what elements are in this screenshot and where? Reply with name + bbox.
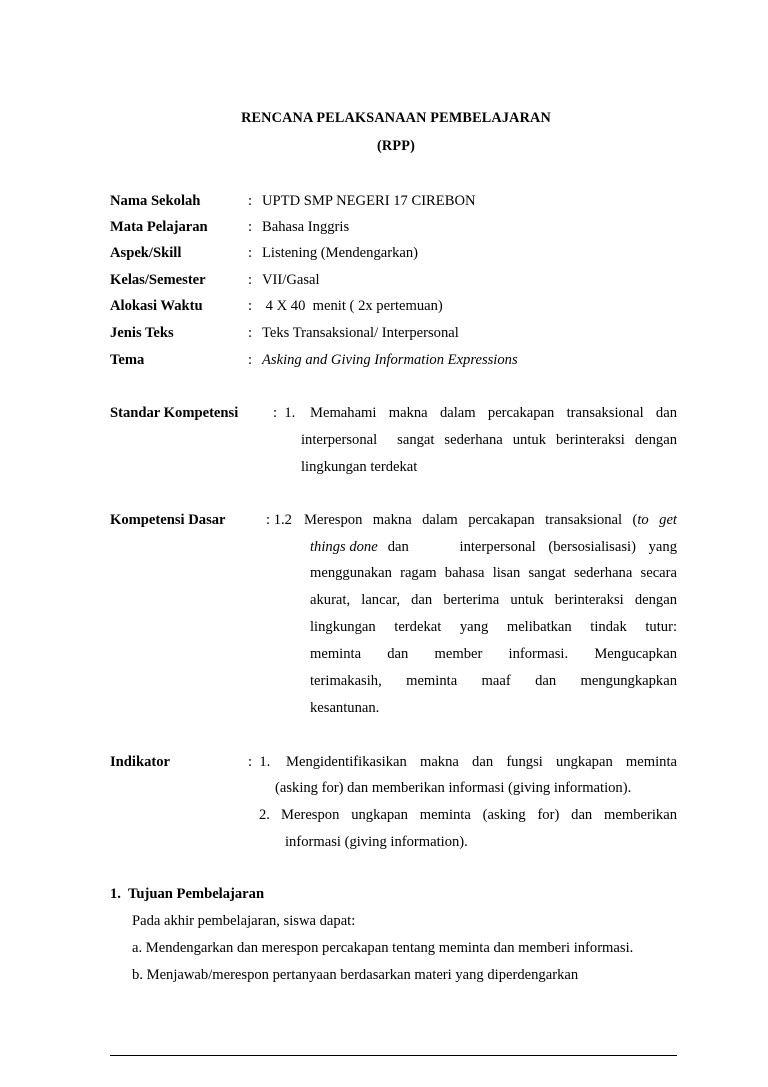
identity-label: Aspek/Skill xyxy=(110,245,182,261)
tujuan-intro: Pada akhir pembelajaran, siswa dapat: xyxy=(132,913,356,929)
colon: : xyxy=(248,245,253,261)
colon: : xyxy=(248,272,253,288)
indikator-label: Indikator xyxy=(110,754,171,770)
identity-label: Jenis Teks xyxy=(110,325,174,341)
identity-value: 4 X 40 menit ( 2x pertemuan) xyxy=(262,298,443,314)
kompetensi-line: terimakasih, meminta maaf dan mengungkapkan xyxy=(310,673,677,689)
kompetensi-line2-text: dan interpersonal (bersosialisasi) yang xyxy=(387,539,677,555)
footer-divider xyxy=(110,1055,677,1056)
indikator-prefix-1: : 1. xyxy=(248,754,271,770)
identity-value: Asking and Giving Information Expressions xyxy=(262,352,518,368)
document-title: RENCANA PELAKSANAAN PEMBELAJARAN xyxy=(241,110,551,126)
standar-line: interpersonal sangat sederhana untuk berinteraksi dengan xyxy=(301,432,677,448)
identity-value: Bahasa Inggris xyxy=(262,219,350,235)
identity-label: Nama Sekolah xyxy=(110,193,201,209)
colon: : xyxy=(248,219,253,235)
kompetensi-line1-text: Merespon makna dalam percakapan transaksional ( xyxy=(304,512,638,528)
standar-line: lingkungan terdekat xyxy=(301,459,418,475)
identity-label: Kelas/Semester xyxy=(110,272,206,288)
kompetensi-line: lingkungan terdekat yang melibatkan tindak tutur: xyxy=(310,619,677,635)
kompetensi-line: meminta dan member informasi. Mengucapkan xyxy=(310,646,677,662)
indikator-prefix-2: 2. xyxy=(259,807,270,823)
identity-value: UPTD SMP NEGERI 17 CIREBON xyxy=(262,193,476,209)
standar-line: Memahami makna dalam percakapan transaksional dan xyxy=(310,405,677,421)
kompetensi-line: menggunakan ragam bahasa lisan sangat sederhana secara xyxy=(310,565,677,581)
indikator-item1-line: (asking for) dan memberikan informasi (giving information). xyxy=(275,780,632,796)
standar-prefix: : 1. xyxy=(273,405,296,421)
tujuan-item: a. Mendengarkan dan merespon percakapan tentang meminta dan memberi informasi. xyxy=(132,940,634,956)
kompetensi-line: kesantunan. xyxy=(310,700,380,716)
kompetensi-prefix: : 1.2 xyxy=(266,512,292,528)
colon: : xyxy=(248,298,253,314)
tujuan-heading: 1. Tujuan Pembelajaran xyxy=(110,886,265,902)
kompetensi-line: akurat, lancar, dan berterima untuk berinteraksi dengan xyxy=(310,592,677,608)
identity-label: Alokasi Waktu xyxy=(110,298,203,314)
identity-value: Listening (Mendengarkan) xyxy=(262,245,419,261)
indikator-item1-line: Mengidentifikasikan makna dan fungsi ungkapan meminta xyxy=(286,754,677,770)
identity-value: VII/Gasal xyxy=(262,272,320,288)
colon: : xyxy=(248,325,253,341)
kompetensi-dasar-label: Kompetensi Dasar xyxy=(110,512,226,528)
identity-label: Mata Pelajaran xyxy=(110,219,208,235)
identity-label: Tema xyxy=(110,352,145,368)
kompetensi-line xyxy=(310,537,677,557)
indikator-item2-line: Merespon ungkapan meminta (asking for) dan memberikan xyxy=(281,807,677,823)
kompetensi-line1-italic: to get xyxy=(637,512,677,528)
colon: : xyxy=(248,352,253,368)
colon: : xyxy=(248,193,253,209)
identity-value: Teks Transaksional/ Interpersonal xyxy=(262,325,459,341)
kompetensi-line xyxy=(304,510,677,530)
tujuan-item: b. Menjawab/merespon pertanyaan berdasarkan materi yang diperdengarkan xyxy=(132,967,579,983)
document-subtitle: (RPP) xyxy=(376,138,416,154)
indikator-item2-line: informasi (giving information). xyxy=(285,834,468,850)
kompetensi-line2-italic: things done xyxy=(310,539,378,555)
standar-kompetensi-label: Standar Kompetensi xyxy=(110,405,239,421)
